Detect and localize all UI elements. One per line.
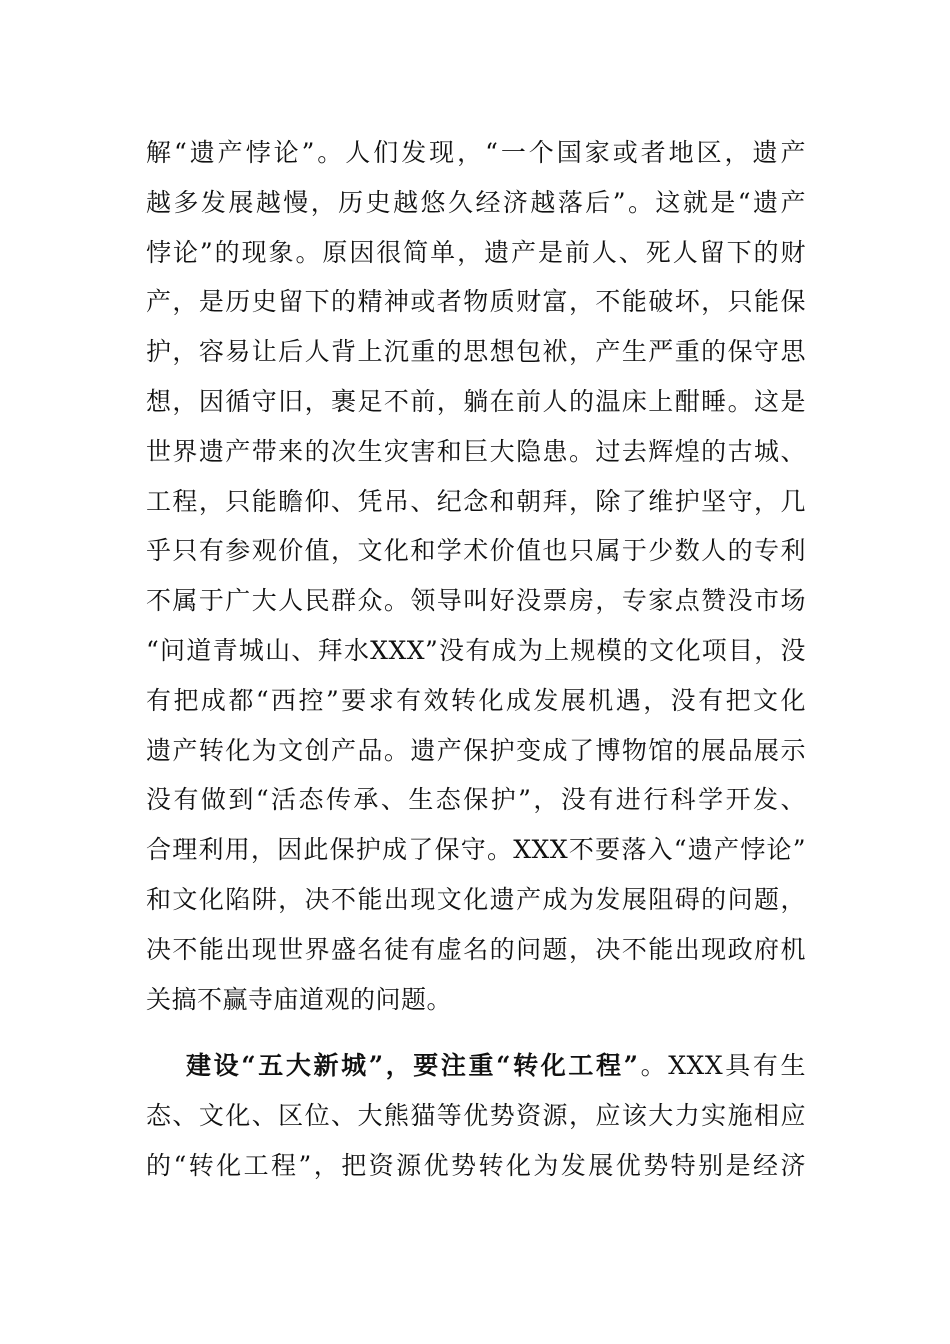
paragraph-heading: 建设“五大新城”，要注重“转化工程” [186,1051,639,1080]
text-line: 乎只有参观价值，文化和学术价值也只属于少数人的专利 [146,536,806,566]
text-line: 不属于广大人民群众。领导叫好没票房，专家点赞没市场 [146,586,806,616]
text-line: 解“遗产悖论”。人们发现，“一个国家或者地区，遗产 [146,138,806,167]
text-line: 关搞不赢寺庙道观的问题。 [146,984,453,1014]
text-line: 态、文化、区位、大熊猫等优势资源，应该大力实施相应 [146,1100,806,1130]
text-line: 越多发展越慢，历史越悠久经济越落后”。这就是“遗产 [146,187,806,217]
text-line: 有把成都“西控”要求有效转化成发展机遇，没有把文化 [146,685,806,715]
text-line: 产，是历史留下的精神或者物质财富，不能破坏，只能保 [146,287,806,317]
text-line: “问道青城山、拜水XXX”没有成为上规模的文化项目，没 [146,635,806,665]
text-line: 没有做到“活态传承、生态保护”，没有进行科学开发、 [146,785,806,815]
text-line: 悖论”的现象。原因很简单，遗产是前人、死人留下的财 [146,237,806,267]
text-line: 工程，只能瞻仰、凭吊、纪念和朝拜，除了维护坚守，几 [146,486,806,516]
text-line: 想，因循守旧，裹足不前，躺在前人的温床上酣睡。这是 [146,386,806,416]
text-line: 的“转化工程”，把资源优势转化为发展优势特别是经济 [146,1150,806,1180]
text-line: 和文化陷阱，决不能出现文化遗产成为发展阻碍的问题， [146,884,806,914]
text-line: 合理利用，因此保护成了保守。XXX不要落入“遗产悖论” [146,835,806,865]
heading-continuation: 。XXX具有生 [638,1051,806,1080]
text-line: 世界遗产带来的次生灾害和巨大隐患。过去辉煌的古城、 [146,436,806,466]
text-line: 遗产转化为文创产品。遗产保护变成了博物馆的展品展示 [146,735,806,765]
text-line-first [146,1041,806,1091]
paragraph-five-new-cities [146,1041,806,1190]
text-line: 决不能出现世界盛名徒有虚名的问题，决不能出现政府机 [146,934,806,964]
paragraph-heritage-paradox [146,128,806,1024]
text-line: 护，容易让后人背上沉重的思想包袱，产生严重的保守思 [146,337,806,367]
